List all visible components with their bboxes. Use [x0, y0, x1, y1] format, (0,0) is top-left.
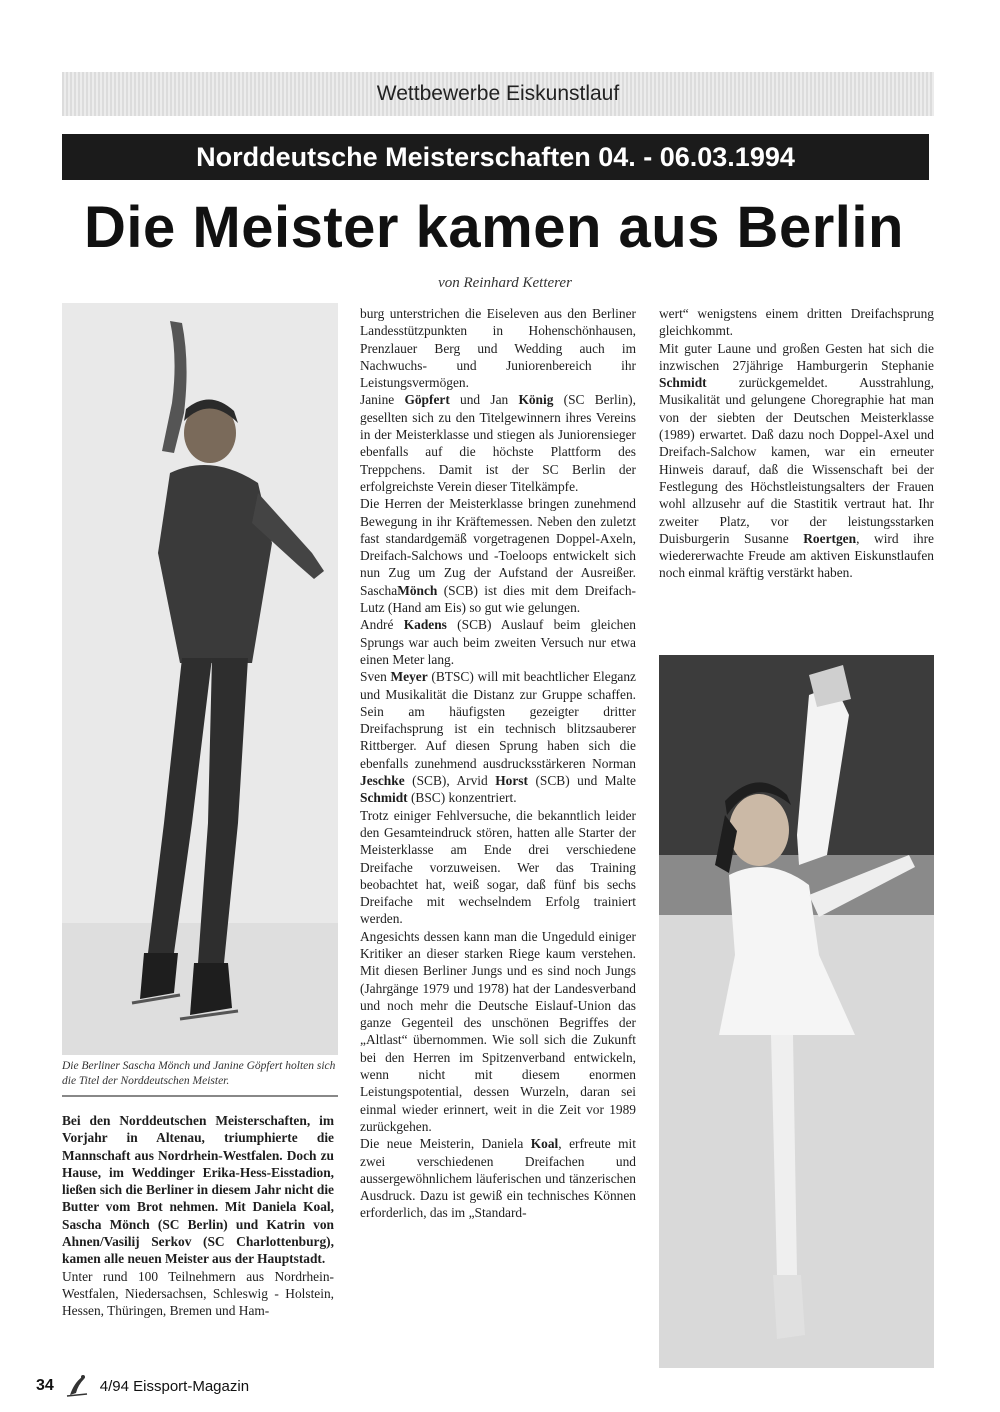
- body-paragraph: Trotz einiger Fehlversuche, die bekanntlich leider den Gesamteindruck stören, hatten alle Starter der Meisterklasse am Ende drei verschiedene Dreifache vorzuweisen. Wer das Training beobachtet hat, weiß sogar, daß fünf bis sechs Dreifache mit wechselndem Erfolg trainiert werden.: [360, 807, 636, 927]
- body-paragraph: Sven Meyer (BTSC) will mit beachtlicher Eleganz und Musikalität die Distanz zur Gruppe schaffen. Sein am häufigsten gezeigter dritter Dreifachsprung ist ein technisch blitzsauberer Rittberger. Auf diesen Sprung haben sich die ebenfalls zunehmend ausdrucksstärkeren Norman Jeschke (SCB), Arvid Horst (SCB) und Malte Schmidt (BSC) konzentriert.: [360, 669, 636, 806]
- headline: Die Meister kamen aus Berlin: [84, 195, 904, 260]
- photo-male-skater: [62, 303, 338, 1055]
- lead-paragraph: Bei den Norddeutschen Meisterschaften, im Vorjahr in Altenau, triumphierte die Mannschaft aus Nordrhein-Westfalen. Doch zu Hause, im Weddinger Erika-Hess-Eisstadion, ließen sich die Berliner in diesem Jahr nicht die Butter vom Brot nehmen. Mit Daniela Koal, Sascha Mönch (SC Berlin) und Katrin von Ahnen/Vasilij Serkov (SC Charlottenburg), kamen alle neuen Meister aus der Hauptstadt.: [62, 1113, 334, 1267]
- body-paragraph: Mit guter Laune und großen Gesten hat sich die inzwischen 27jährige Hamburgerin Stephanie Schmidt zurückgemeldet. Ausstrahlung, Musikalität und gelungene Choregraphie hat man von der siebten der Deutschen Meisterklasse (1989) erwartet. Daß dazu noch Doppel-Axel und Dreifach-Salchow kamen, war ein erneuter Hinweis darauf, daß die Wissenschaft bei der Festlegung des Höchstleistungsalters der Frauen wohl allzusehr auf die Stastitik vertraut hat. Ihr zweiter Platz, vor der leistungsstarken Duisburgerin Susanne Roertgen, wird ihre wiedererwachte Freude am aktiven Eiskunstlaufen noch einmal kräftig verstärkt haben.: [659, 340, 934, 581]
- skater-logo-icon: [64, 1373, 90, 1399]
- body-paragraph: André Kadens (SCB) Auslauf beim gleichen Sprungs war auch beim zweiten Versuch nur etwa einen Meter lang.: [360, 617, 636, 667]
- body-paragraph: Die neue Meisterin, Daniela Koal, erfreute mit zwei verschiedenen Dreifachen und aussergewöhnlichem läuferischen und tänzerischen Ausdruck. Dazu ist gewiß ein technisches Können erforderlich, das im „Standard-: [360, 1136, 636, 1221]
- section-label: Wettbewerbe Eiskunstlauf: [62, 72, 934, 116]
- page-footer: [36, 1372, 249, 1400]
- body-paragraph: Janine Göpfert und Jan König (SC Berlin), gesellten sich zu den Titelgewinnern ihres Vereins in der Meisterklasse und stiegen als Juniorensieger ebenfalls auf die höchste Plattform des Treppchens. Damit ist der SC Berlin der erfolgreichste Verein dieser Titelkämpfe.: [360, 392, 636, 494]
- issue-label: 4/94 Eissport-Magazin: [99, 1377, 250, 1395]
- photo1-caption: Die Berliner Sascha Mönch und Janine Göpfert holten sich die Titel der Norddeutschen Meister.: [62, 1059, 338, 1097]
- body-paragraph: Die Herren der Meisterklasse bringen zunehmend Bewegung in ihr Kräftemessen. Neben den zuletzt fast standardgemäß vorgetragenen Doppel-Axeln, Dreifach-Salchows und -Toeloops entwickelt sich nun Zug um Zug der Aufstand der Ausreißer. SaschaMönch (SCB) ist dies mit dem Dreifach-Lutz (Hand am Eis) so gut wie gelungen.: [360, 496, 636, 616]
- article-column-2: [360, 305, 636, 1222]
- body-paragraph: Angesichts dessen kann man die Ungeduld einiger Kritiker an dieser starken Riege kaum verstehen. Mit diesen Berliner Jungs und es sind noch Jungs (Jahrgänge 1979 und 1978) hat der Landesverband und noch mehr die Deutsche Eislauf-Union das ganze Gegenteil des unschönen Begriffes der „Altlast“ übernommen. Wie soll sich die Zukunft bei den Herren im Spitzenverband entwickeln, wenn nicht mit diesem enormen Leistungspotential, dessen Wurzeln, daran sei einmal wieder erinnert, weit in die Zeit vor 1989 zurückgehen.: [360, 928, 636, 1134]
- byline: von Reinhard Ketterer: [438, 275, 572, 291]
- body-paragraph: wert“ wenigstens einem dritten Dreifachsprung gleichkommt.: [659, 306, 934, 339]
- article-column-3: [659, 305, 934, 582]
- photo-female-skater: [659, 655, 934, 1368]
- body-paragraph: Unter rund 100 Teilnehmern aus Nordrhein-Westfalen, Niedersachsen, Schleswig - Holstein, Hessen, Thüringen, Bremen und Ham-: [62, 1268, 334, 1319]
- article-column-1: [62, 1112, 334, 1320]
- body-paragraph: burg unterstrichen die Eiseleven aus den Berliner Landesstützpunkten in Hohenschönhausen, Prenzlauer Berg und Wedding auch im Nachwuchs- und Juniorenbereich ihr Leistungsvermögen.: [360, 306, 636, 391]
- event-title: Norddeutsche Meisterschaften 04. - 06.03.1994: [62, 134, 929, 180]
- page-number: 34: [36, 1377, 54, 1394]
